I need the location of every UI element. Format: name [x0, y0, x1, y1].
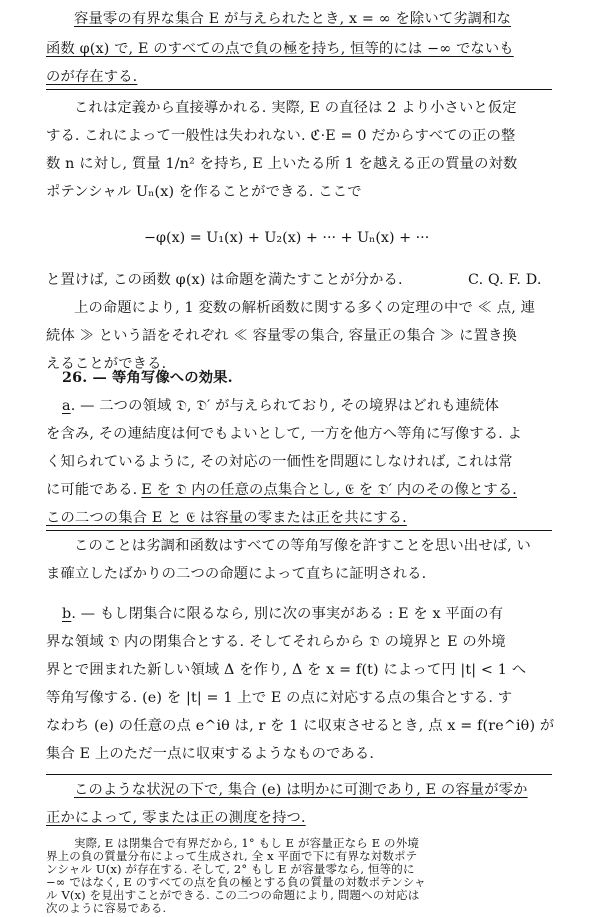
proof-line-3: 数 n に対し, 質量 1/n² を持ち, E 上いたる所 1 を越える正の質量の対数: [46, 156, 518, 172]
part-a-theorem-end: この二つの集合 E と 𝔈 は容量の零または正を共にする.: [46, 510, 407, 526]
proposition-line-3: のが存在する.: [46, 69, 138, 85]
section-rule: [46, 530, 552, 531]
part-b-line-1: [62, 604, 503, 626]
final-line-5: ル V(x) を見出すことができる. この二つの命題により, 問題への対応は: [46, 888, 420, 902]
part-b-line-2: 界な領域 𝔇 内の閉集合とする. そしてそれらから 𝔇 の境界と E の外境: [46, 634, 506, 650]
part-a-line-4-text: に可能である.: [46, 482, 138, 498]
section-rule: [46, 774, 552, 775]
part-b-line-6: 集合 E 上のただ一点に収束するようなものである.: [46, 746, 375, 762]
proof-line-1: これは定義から直接導かれる. 実際, E の直径は 2 より小さいと仮定: [74, 100, 517, 116]
part-b-text: . — もし閉集合に限るなら, 別に次の事実がある : E を x 平面の有: [71, 606, 504, 622]
part-a-marker: a: [62, 398, 71, 414]
display-formula: −φ(x) = U₁(x) + U₂(x) + ··· + Uₙ(x) + ···: [144, 230, 430, 246]
part-b-line-5: なわち (e) の任意の点 e^iθ は, r を 1 に収束させるとき, 点 x = f(re^iθ) が: [46, 718, 555, 734]
section-rule: [46, 89, 552, 90]
part-a-line-1: [62, 396, 499, 418]
section-heading: 26. — 等角写像への効果.: [62, 370, 233, 386]
part-a-line-4: [46, 480, 517, 502]
qed-mark: C. Q. F. D.: [468, 272, 542, 288]
part-a-line-2: を含み, その連結度は何でもよいとして, 一方を他方へ等角に写像する. よ: [46, 426, 523, 442]
final-line-4: −∞ ではなく, E のすべての点を負の極とする負の質量の対数ポテンシャ: [46, 875, 426, 889]
justification-line-1: このことは劣調和函数はすべての等角写像を許すことを思い出せば, い: [74, 538, 531, 554]
justification-line-2: ま確立したばかりの二つの命題によって直ちに証明される.: [46, 566, 427, 582]
final-line-6: 次のように容易である.: [46, 901, 167, 915]
part-a-text: . — 二つの領域 𝔇, 𝔇′ が与えられており, その境界はどれも連続体: [70, 398, 500, 414]
part-a-line-3: く知られているように, その対応の一価性を問題にしなければ, これは常: [46, 454, 513, 470]
remark-line-2: 続体 ≫ という語をそれぞれ ≪ 容量零の集合, 容量正の集合 ≫ に置き換: [46, 328, 517, 344]
remark-line-1: 上の命題により, 1 変数の解析函数に関する多くの定理の中で ≪ 点, 連: [74, 300, 536, 316]
final-line-1: 実際, E は閉集合で有界だから, 1° もし E が容量正なら E の外境: [74, 836, 420, 850]
part-b-line-4: 等角写像する. (e) を |t| = 1 上で E の点に対応する点の集合とする. す: [46, 690, 513, 706]
proof-line-4: ポテンシャル Uₙ(x) を作ることができる. ここで: [46, 184, 362, 200]
part-a-theorem-start: E を 𝔇 内の任意の点集合とし, 𝔈 を 𝔇′ 内のその像とする.: [141, 482, 517, 498]
remark-line-3: えることができる.: [46, 356, 167, 372]
proposition-line-2: 函数 φ(x) で, E のすべての点で負の極を持ち, 恒等的には −∞ でないも: [46, 41, 514, 57]
measure-statement-line-1: このような状況の下で, 集合 (e) は明かに可測であり, E の容量が零か: [74, 782, 528, 798]
measure-statement-line-2: 正かによって, 零または正の測度を持つ.: [46, 810, 306, 826]
proof-conclusion: と置けば, この函数 φ(x) は命題を満たすことが分かる.: [46, 272, 403, 288]
part-b-marker: b: [62, 606, 72, 622]
final-line-2: 界上の負の質量分布によって生成され, 全 x 平面で下に有界な対数ポテ: [46, 849, 418, 863]
proposition-line-1: 容量零の有界な集合 E が与えられたとき, x = ∞ を除いて劣調和な: [74, 11, 512, 27]
final-line-3: ンシャル U(x) が存在する. そして, 2° もし E が容量零なら, 恒等的に: [46, 862, 415, 876]
proof-line-2: する. これによって一般性は失われない. ℭ·E = 0 だからすべての正の整: [46, 128, 516, 144]
part-b-line-3: 界とで囲まれた新しい領域 Δ を作り, Δ を x = f(t) によって円 |t| < 1 へ: [46, 662, 527, 678]
